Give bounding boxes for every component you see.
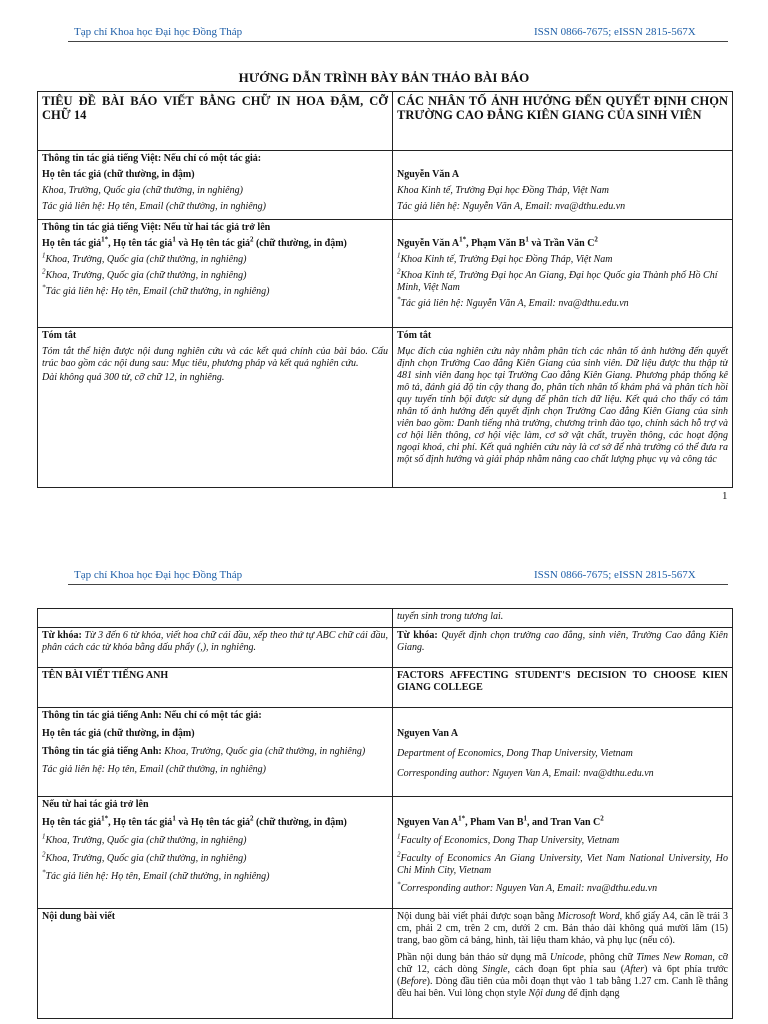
en-example-author-affil: Department of Economics, Dong Thap University, Vietnam — [397, 748, 633, 759]
vn-multi-author-contact: *Tác giả liên hệ: Họ tên, Email (chữ thường, in nghiêng) — [42, 283, 270, 297]
vn-abstract-example-heading: Tóm tắt — [397, 330, 432, 341]
vn-example-multi-names: Nguyễn Văn $A^{1*}$, Phạm Văn $B^1$ và Trần Văn $C^2$ — [397, 235, 598, 249]
table-row — [38, 708, 733, 797]
vn-single-author-heading: Thông tin tác giả tiếng Việt: Nếu chỉ có một tác giả: — [42, 153, 262, 164]
table-row — [38, 628, 733, 668]
vn-single-author-affil: Khoa, Trường, Quốc gia (chữ thường, in nghiêng) — [42, 185, 243, 196]
journal-name: Tạp chí Khoa học Đại học Đồng Tháp — [74, 569, 243, 581]
en-single-author-info: Thông tin tác giả tiếng Anh: Khoa, Trường, Quốc gia (chữ thường, in nghiêng) — [42, 746, 366, 757]
issn: ISSN 0866-7675; eISSN 2815-567X — [534, 569, 696, 581]
table-row — [38, 220, 733, 328]
vn-example-multi-affil-2: $^2$Khoa Kinh tế, Trường Đại học An Giang, Đại học Quốc gia Thành phố Hồ Chí Minh, Việt Nam — [397, 267, 718, 293]
page-number: 1 — [722, 490, 728, 502]
page-2 — [0, 546, 768, 1024]
journal-name: Tạp chí Khoa học Đại học Đồng Tháp — [74, 26, 243, 38]
vn-single-author-contact: Tác giả liên hệ: Họ tên, Email (chữ thường, in nghiêng) — [42, 201, 266, 212]
en-title-instruction: TÊN BÀI VIẾT TIẾNG ANH — [42, 670, 169, 681]
content-paragraph-2: Phần nội dung bản thảo sử dụng mã Unicode, phông chữ Times New Roman, cỡ chữ 12, cách dòng Single, cách đoạn 6pt phía sau (After) và 6pt phía trước (Before). Dòng đầu tiên của mỗi đoạn thụt vào 1 tab bằng 1.27 cm. Canh lề thẳng đều hai bên. Vui lòng chọn style Nội dung để định dạng — [397, 952, 728, 999]
table-row — [38, 668, 733, 708]
issn: ISSN 0866-7675; eISSN 2815-567X — [534, 26, 696, 38]
table-row — [38, 797, 733, 909]
table-row — [38, 609, 733, 628]
page-header — [0, 546, 768, 590]
en-title-example: FACTORS AFFECTING STUDENT'S DECISION TO CHOOSE KIEN GIANG COLLEGE — [397, 670, 728, 693]
document-title: HƯỚNG DẪN TRÌNH BÀY BẢN THẢO BÀI BÁO — [238, 70, 530, 85]
en-example-author-name: Nguyen Van A — [397, 728, 459, 739]
vn-multi-author-affil-2: $^2$Khoa, Trường, Quốc gia (chữ thường, in nghiêng) — [42, 267, 247, 281]
en-multi-author-heading: Nếu từ hai tác giả trở lên — [42, 799, 149, 810]
vn-multi-author-affil-1: $^1$Khoa, Trường, Quốc gia (chữ thường, in nghiêng) — [42, 251, 247, 265]
keywords-example: Từ khóa: Quyết định chọn trường cao đẳng, sinh viên, Trường Cao đẳng Kiên Giang. — [397, 630, 728, 653]
vn-abstract-example-text: Mục đích của nghiên cứu này nhằm phân tích các nhân tố ảnh hưởng đến quyết định chọn Trường Cao đẳng Kiên Giang của sinh viên. Dữ liệu được thu thập từ 481 sinh viên đang học tại Trường Cao đẳng Kiên Giang. Phương pháp thống kê mô tả, đánh giá độ tin cậy thang đo, phân tích nhân tố khám phá và phân tích hồi quy tuyến tính bội được sử dụng để phân tích dữ liệu. Kết quả cho thấy có tám nhân tố ảnh hưởng đến quyết định chọn Trường Cao đẳng Kiên Giang của sinh viên bao gồm: Danh tiếng nhà trường, chương trình đào tạo, chính sách hỗ trợ và cơ hội liên thông, cơ hội việc làm, cơ sở vật chất, truyền thông, các hoạt động ngoại khoá, chi phí. Kết quả nghiên cứu này là cơ sở để nhà trường có thể đưa ra một số định hướng và giải pháp nhằm nâng cao chất lượng phục vụ và công tác — [397, 346, 728, 465]
vn-abstract-instruction: Tóm tắt thể hiện được nội dung nghiên cứu và các kết quả chính của bài báo. Cấu trúc bao gồm các nội dung sau: Mục tiêu, phương pháp và kết quả nghiên cứu. — [42, 346, 388, 369]
en-single-author-contact: Tác giả liên hệ: Họ tên, Email (chữ thường, in nghiêng) — [42, 764, 266, 775]
en-example-multi-affil-2: $^2$Faculty of Economics An Giang University, Viet Nam National University, Ho Chi Minh City, Vietnam — [397, 850, 728, 876]
vn-abstract-heading: Tóm tắt — [42, 330, 77, 341]
en-example-multi-names: Nguyen Van $A^{1*}$, Pham Van $B^1$, and Tran Van $C^2$ — [397, 814, 604, 828]
page-header — [0, 0, 768, 44]
en-multi-author-names: Họ tên tác giả$^{1*}$, Họ tên tác giả$^1$ và Họ tên tác giả$^2$ (chữ thường, in đậm) — [42, 814, 347, 828]
table-row — [38, 909, 733, 1019]
en-multi-author-affil-2: $^2$Khoa, Trường, Quốc gia (chữ thường, in nghiêng) — [42, 850, 247, 864]
vn-example-multi-affil-1: $^1$Khoa Kinh tế, Trường Đại học Đồng Tháp, Việt Nam — [397, 251, 613, 265]
vn-example-multi-contact: *Tác giả liên hệ: Nguyễn Văn A, Email: nva@dthu.edu.vn — [397, 295, 629, 309]
en-single-author-name: Họ tên tác giả (chữ thường, in đậm) — [42, 728, 195, 739]
table-row — [38, 328, 733, 488]
header-rule — [68, 41, 728, 42]
en-example-author-contact: Corresponding author: Nguyen Van A, Email: nva@dthu.edu.vn — [397, 768, 654, 779]
header-rule — [68, 584, 728, 585]
vn-example-author-contact: Tác giả liên hệ: Nguyễn Văn A, Email: nva@dthu.edu.vn — [397, 201, 626, 212]
template-table-page2 — [37, 608, 733, 1019]
template-table-page1 — [37, 91, 733, 488]
en-single-author-heading: Thông tin tác giả tiếng Anh: Nếu chỉ có một tác giả: — [42, 710, 262, 721]
title-example: CÁC NHÂN TỐ ẢNH HƯỞNG ĐẾN QUYẾT ĐỊNH CHỌN TRƯỜNG CAO ĐẲNG KIÊN GIANG CỦA SINH VIÊN — [397, 94, 728, 122]
content-paragraph-1: Nội dung bài viết phải được soạn bằng Microsoft Word, khổ giấy A4, căn lề trái 3 cm, phải 2 cm, trên 2 cm, dưới 2 cm. Bản thảo dài không quá mười lăm (15) trang, bao gồm cả bảng, hình, tài liệu tham khảo, và phụ lục (nếu có). — [397, 911, 728, 946]
keywords-instruction: Từ khóa: Từ 3 đến 6 từ khóa, viết hoa chữ cái đầu, xếp theo thứ tự ABC chữ cái đầu, phân cách các từ khóa bằng dấu phẩy (,), in nghiêng. — [42, 630, 389, 653]
content-heading: Nội dung bài viết — [42, 911, 116, 922]
en-multi-author-affil-1: $^1$Khoa, Trường, Quốc gia (chữ thường, in nghiêng) — [42, 832, 247, 846]
en-example-multi-contact: *Corresponding author: Nguyen Van A, Email: nva@dthu.edu.vn — [397, 880, 658, 894]
abstract-continuation: tuyển sinh trong tương lai. — [397, 611, 504, 622]
en-example-multi-affil-1: $^1$Faculty of Economics, Dong Thap University, Vietnam — [397, 832, 620, 846]
vn-abstract-length: Dài không quá 300 từ, cỡ chữ 12, in nghiêng. — [42, 372, 225, 383]
vn-example-author-name: Nguyễn Văn A — [397, 169, 460, 180]
vn-example-author-affil: Khoa Kinh tế, Trường Đại học Đồng Tháp, Việt Nam — [397, 185, 610, 196]
en-multi-author-contact: *Tác giả liên hệ: Họ tên, Email (chữ thường, in nghiêng) — [42, 868, 270, 882]
table-row — [38, 92, 733, 151]
vn-single-author-name: Họ tên tác giả (chữ thường, in đậm) — [42, 169, 195, 180]
table-row — [38, 151, 733, 220]
vn-multi-author-names: Họ tên tác giả$^{1*}$, Họ tên tác giả$^1$ và Họ tên tác giả$^2$ (chữ thường, in đậm) — [42, 235, 347, 249]
title-instruction: TIÊU ĐỀ BÀI BÁO VIẾT BẰNG CHỮ IN HOA ĐẬM, CỠ CHỮ 14 — [42, 94, 388, 122]
vn-multi-author-heading: Thông tin tác giả tiếng Việt: Nếu từ hai tác giả trở lên — [42, 222, 271, 233]
